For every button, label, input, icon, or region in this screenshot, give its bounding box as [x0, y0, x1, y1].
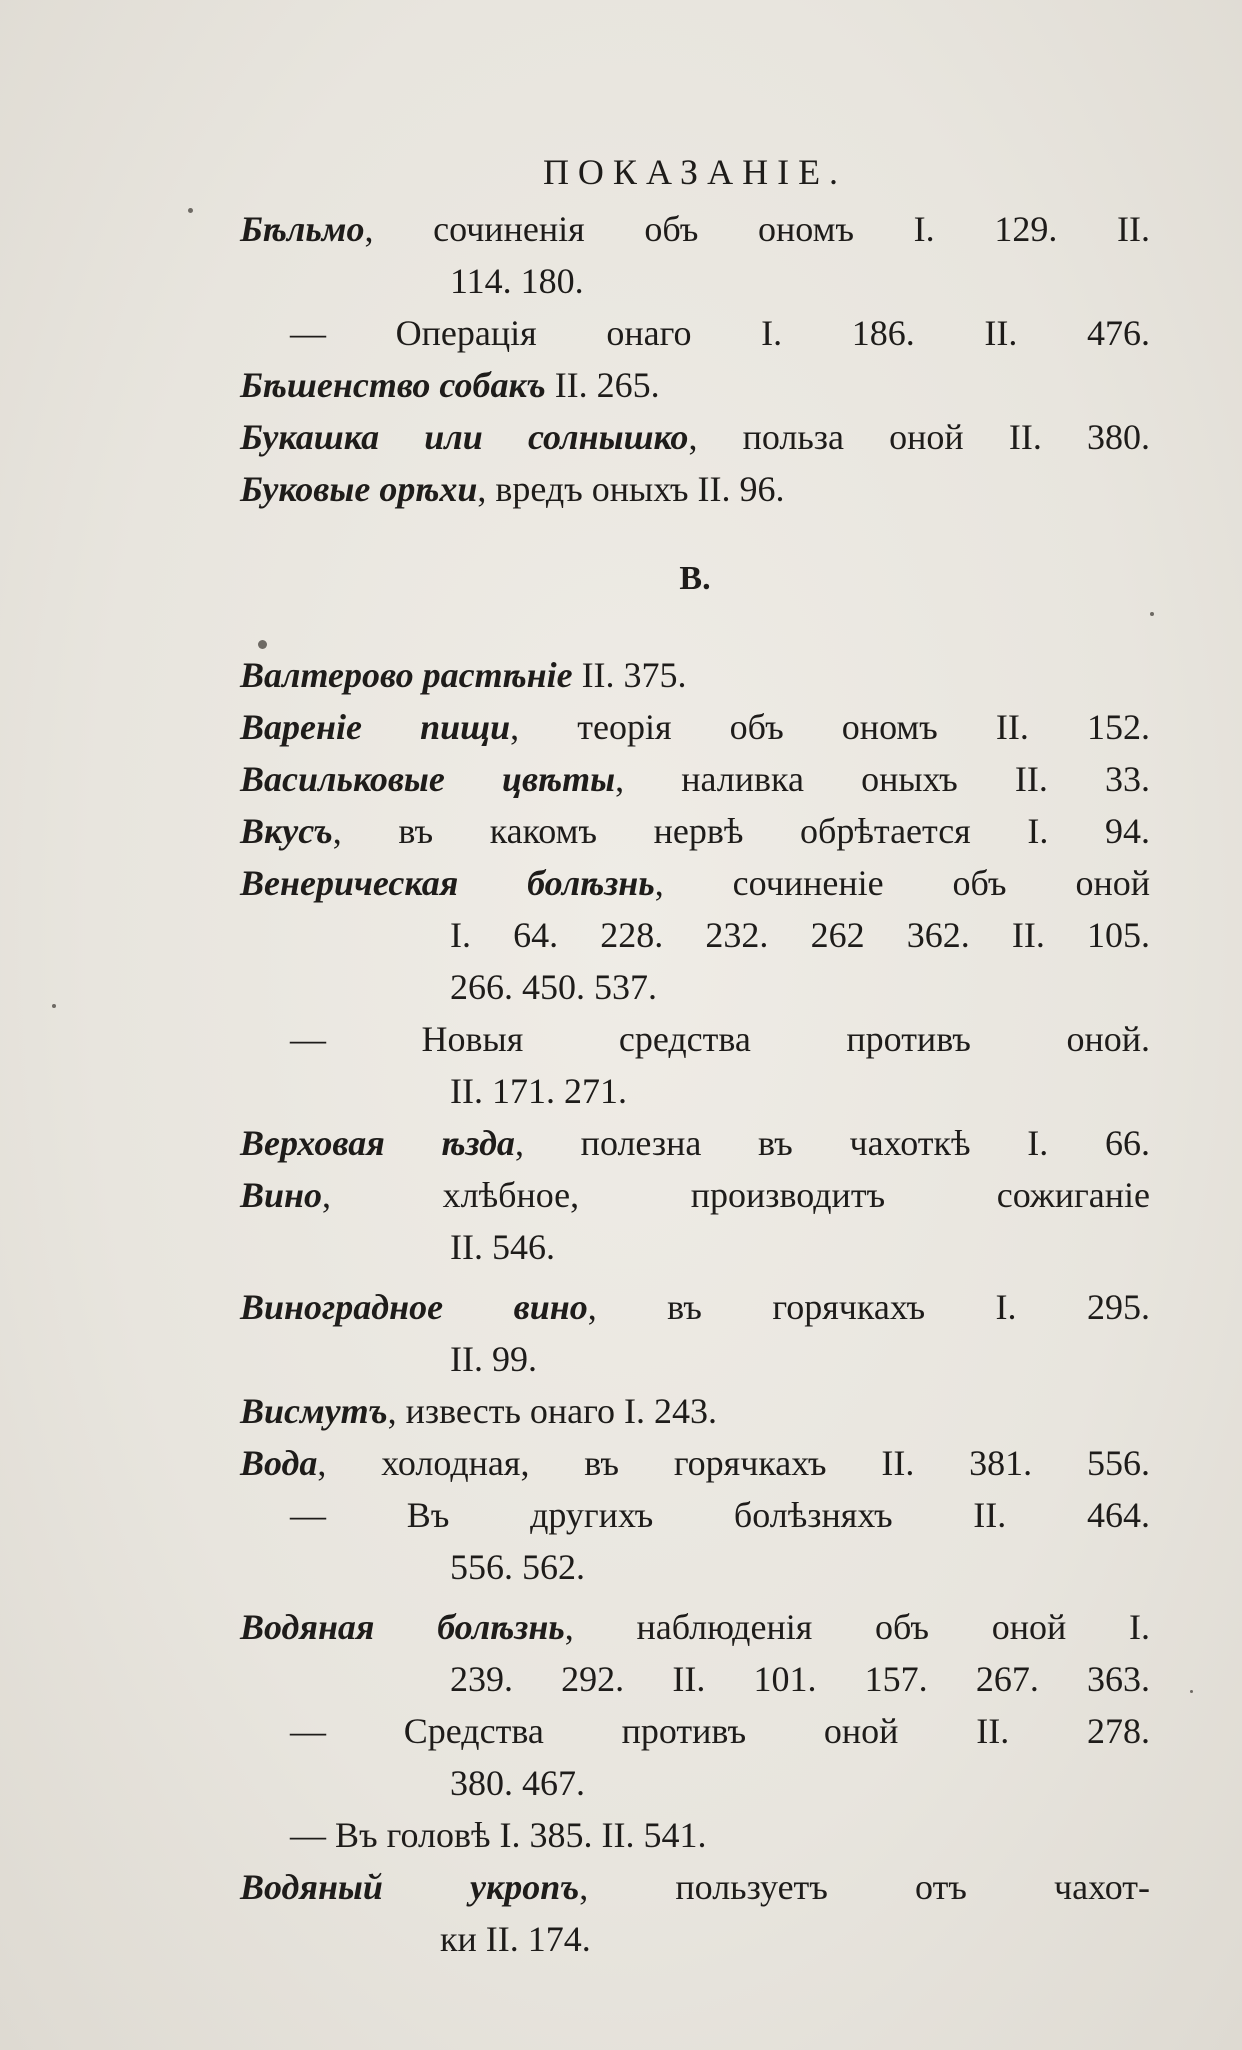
entry-continuation: 114. 180.	[450, 261, 584, 301]
index-entry	[240, 411, 1150, 463]
index-entry	[240, 203, 1150, 255]
entry-headword: Верховая ѣзда	[240, 1123, 515, 1163]
subentry: — Средства противъ оной II. 278.	[290, 1711, 1150, 1751]
index-content	[240, 145, 1150, 1965]
entry-continuation: I. 64. 228. 232. 262 362. II. 105.	[450, 915, 1150, 955]
index-entry	[240, 1601, 1150, 1653]
entry-text: , известь онаго I. 243.	[387, 1391, 718, 1431]
entry-continuation: II. 546.	[450, 1227, 555, 1267]
subentry: — Операція онаго I. 186. II. 476.	[290, 313, 1150, 353]
subentry: — Въ головѣ I. 385. II. 541.	[290, 1815, 707, 1855]
index-entry	[240, 753, 1150, 805]
entry-continuation: 556. 562.	[450, 1547, 585, 1587]
index-entry	[240, 359, 1150, 411]
entry-headword: Васильковые цвѣты	[240, 759, 616, 799]
entry-text: , въ какомъ нервѣ обрѣтается I. 94.	[332, 811, 1150, 851]
entry-headword: Водяная болѣзнь	[240, 1607, 565, 1647]
ink-speck	[1150, 612, 1154, 616]
entry-headword: Виноградное вино	[240, 1287, 588, 1327]
entry-text: , вредъ оныхъ II. 96.	[477, 469, 785, 509]
index-entry	[240, 857, 1150, 909]
entry-text: , полезна въ чахоткѣ I. 66.	[514, 1123, 1150, 1163]
entry-headword: Висмутъ	[240, 1391, 388, 1431]
entry-text: II. 375.	[572, 655, 687, 695]
entry-text: , теорія объ ономъ II. 152.	[510, 707, 1150, 747]
entry-text: , наблюденія объ оной I.	[564, 1607, 1150, 1647]
index-entry	[240, 1861, 1150, 1913]
entry-text: , въ горячкахъ I. 295.	[587, 1287, 1150, 1327]
index-entry	[240, 805, 1150, 857]
entry-text: , наливка оныхъ II. 33.	[615, 759, 1151, 799]
ink-speck	[188, 208, 193, 213]
page-header: ПОКАЗАНІЕ.	[542, 152, 848, 192]
entry-headword: Вино	[240, 1175, 323, 1215]
entry-text: , хлѣбное, производитъ сожиганіе	[322, 1175, 1150, 1215]
entry-text: , пользуетъ отъ чахот-	[579, 1867, 1151, 1907]
entry-text: , польза оной II. 380.	[688, 417, 1150, 457]
entry-headword: Водяный укропъ	[240, 1867, 580, 1907]
entry-headword: Буковые орѣхи	[240, 469, 478, 509]
index-entry	[240, 1169, 1150, 1221]
entry-continuation: ки II. 174.	[440, 1919, 591, 1959]
index-entry	[240, 463, 1150, 515]
entry-continuation: 266. 450. 537.	[450, 967, 657, 1007]
section-letter: В.	[679, 560, 711, 597]
entry-headword: Букашка или солнышко	[240, 417, 689, 457]
entry-continuation: II. 99.	[450, 1339, 537, 1379]
index-entry	[240, 649, 1150, 701]
entry-continuation: 380. 467.	[450, 1763, 585, 1803]
entry-headword: Валтерово растѣніе	[240, 655, 573, 695]
ink-speck	[1190, 1690, 1193, 1693]
index-entry	[240, 701, 1150, 753]
entry-text: II. 265.	[545, 365, 660, 405]
entry-headword: Бѣльмо	[240, 209, 365, 249]
entry-headword: Вкусъ	[240, 811, 333, 851]
entry-continuation: II. 171. 271.	[450, 1071, 627, 1111]
entry-text: , сочиненіе объ оной	[654, 863, 1150, 903]
entry-headword: Вареніе пищи	[240, 707, 511, 747]
index-entry	[240, 1117, 1150, 1169]
subentry: — Новыя средства противъ оной.	[290, 1019, 1150, 1059]
index-entry	[240, 1385, 1150, 1437]
entry-headword: Венерическая болѣзнь	[240, 863, 655, 903]
entry-headword: Бѣшенство собакъ	[240, 365, 546, 405]
entry-headword: Вода	[240, 1443, 318, 1483]
entry-continuation: 239. 292. II. 101. 157. 267. 363.	[450, 1659, 1150, 1699]
subentry: — Въ другихъ болѣзняхъ II. 464.	[290, 1495, 1150, 1535]
index-entry	[240, 1281, 1150, 1333]
entry-text: , холодная, въ горячкахъ II. 381. 556.	[317, 1443, 1150, 1483]
entry-text: , сочиненія объ ономъ I. 129. II.	[364, 209, 1150, 249]
ink-speck	[52, 1004, 56, 1008]
index-entry	[240, 1437, 1150, 1489]
